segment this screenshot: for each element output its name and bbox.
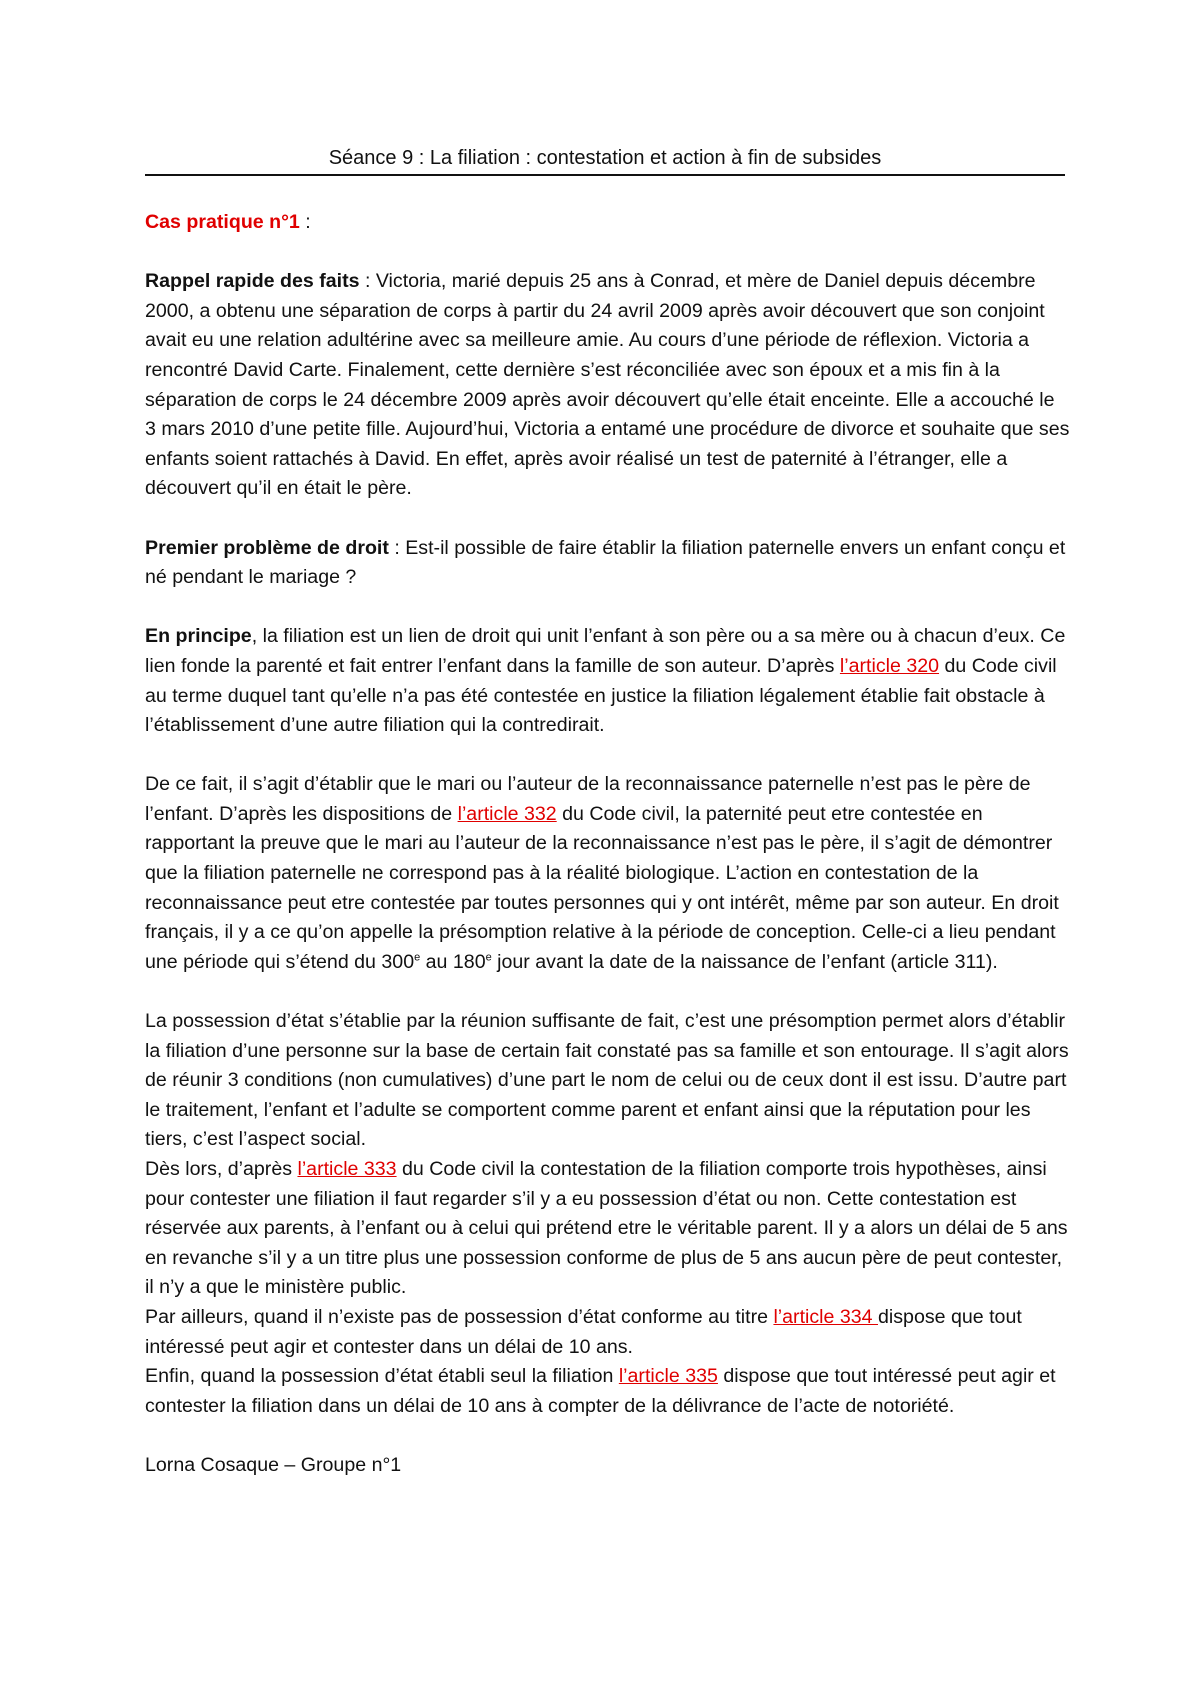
possession-paragraph-1: La possession d’état s’établie par la réunion suffisante de fait, c’est une présomption permet alors d’établir la filiation d’une personne sur la base de certain fait constaté pas sa famille et son entourage. Il s’agit alors de réunir 3 conditions (non cumulatives) d’une part le nom de celui ou de ceux dont il est issu. D’autre part le traitement, l’enfant et l’adulte se comportent comme parent et enfant ainsi que la réputation pour les tiers, c’est l’aspect social. <box>145 1010 1069 1151</box>
consequence-text-b: du Code civil, la paternité peut etre contestée en rapportant la preuve que le mari au l’auteur de la reconnaissance n’est pas le père, il s’agit de démontrer que la filiation paternelle ne correspond pas à la réalité biologique. L’action en contestation de la reconnaissance peut etre contestée par toutes personnes qui y ont intérêt, même par son auteur. En droit français, il y a ce qu’on appelle la présomption relative à la période de conception. Celle-ci a lieu pendant une période qui s’étend du 300 <box>145 802 1059 973</box>
possession-p3-text-a: Par ailleurs, quand il n’existe pas de possession d’état conforme au titre <box>145 1305 774 1328</box>
possession-paragraph-3 <box>145 1303 1070 1362</box>
consequence-text-a: De ce fait, il s’agit d’établir que le mari ou l’auteur de la reconnaissance paternelle n’est pas le père de l’enfant. D’après les dispositions de <box>145 773 1031 825</box>
consequence-text-d: jour avant la date de la naissance de l’enfant (article 311). <box>491 950 998 973</box>
facts-paragraph <box>145 267 1070 504</box>
document-body <box>145 208 1070 1481</box>
article-332-link[interactable]: l’article 332 <box>457 802 557 825</box>
principle-label: En principe <box>145 625 252 648</box>
possession-p3-text-b: dispose que tout intéressé peut agir et contester dans un délai de 10 ans. <box>145 1305 1022 1358</box>
author-signature: Lorna Cosaque – Groupe n°1 <box>145 1453 402 1476</box>
superscript-e: e <box>414 951 421 964</box>
problem-text: : Est-il possible de faire établir la filiation paternelle envers un enfant conçu et né pendant le mariage ? <box>145 536 1066 589</box>
problem-label: Premier problème de droit <box>145 536 389 559</box>
possession-paragraph-4 <box>145 1362 1070 1421</box>
problem-paragraph <box>145 534 1070 593</box>
superscript-e: e <box>485 951 492 964</box>
article-335-link[interactable]: l’article 335 <box>618 1365 718 1388</box>
possession-p2-text-a: Dès lors, d’après <box>145 1158 298 1180</box>
page-title: Séance 9 : La filiation : contestation et action à fin de subsides <box>145 146 1065 176</box>
article-320-link[interactable]: l’article 320 <box>839 654 940 677</box>
possession-p4-text-a: Enfin, quand la possession d’état établi seul la filiation <box>145 1365 619 1388</box>
consequence-text-c: au 180 <box>420 950 486 973</box>
article-333-link[interactable]: l’article 333 <box>297 1158 397 1180</box>
facts-label: Rappel rapide des faits <box>145 270 360 293</box>
case-heading <box>145 208 1070 238</box>
principle-paragraph <box>145 622 1070 740</box>
article-334-link[interactable]: l’article 334 <box>773 1305 878 1328</box>
facts-text: : Victoria, marié depuis 25 ans à Conrad, et mère de Daniel depuis décembre 2000, a obtenu une séparation de corps à partir du 24 avril 2009 après avoir découvert que son conjoint avait eu une relation adultérine avec sa meilleure amie. Au cours d’une période de réflexion. Victoria a rencontré David Carte. Finalement, cette dernière s’est réconciliée avec son époux et a mis fin à la séparation de corps le 24 décembre 2009 après avoir découvert qu’elle était enceinte. Elle a accouché le 3 mars 2010 d’une petite fille. Aujourd’hui, Victoria a entamé une procédure de divorce et souhaite que ses enfants soient rattachés à David. En effet, après avoir réalisé un test de paternité à l’étranger, elle a découvert qu’il en était le père. <box>145 270 1070 500</box>
possession-paragraph-2 <box>145 1155 1070 1303</box>
principle-text-b: du Code civil au terme duquel tant qu’elle n’a pas été contestée en justice la filiation légalement établie fait obstacle à l’établissement d’une autre filiation qui la contredirait. <box>145 654 1057 737</box>
possession-p2-text-b: du Code civil la contestation de la filiation comporte trois hypothèses, ainsi pour contester une filiation il faut regarder s’il y a eu possession d’état ou non. Cette contestation est réservée aux parents, à l’enfant ou à celui qui prétend etre le véritable parent. Il y a alors un délai de 5 ans en revanche s’il y a un titre plus une possession conforme de plus de 5 ans aucun père de peut contester, il n’y a que le ministère public. <box>145 1158 1068 1299</box>
consequence-paragraph <box>145 770 1070 977</box>
principle-text-a: , la filiation est un lien de droit qui unit l’enfant à son père ou a sa mère ou à chacun d’eux. Ce lien fonde la parenté et fait entrer l’enfant dans la famille de son auteur. D’après <box>145 625 1066 677</box>
case-colon: : <box>299 211 311 233</box>
case-label: Cas pratique n°1 <box>145 211 300 233</box>
possession-p4-text-b: dispose que tout intéressé peut agir et contester la filiation dans un délai de 10 ans à compter de la délivrance de l’acte de notoriété. <box>145 1365 1056 1417</box>
